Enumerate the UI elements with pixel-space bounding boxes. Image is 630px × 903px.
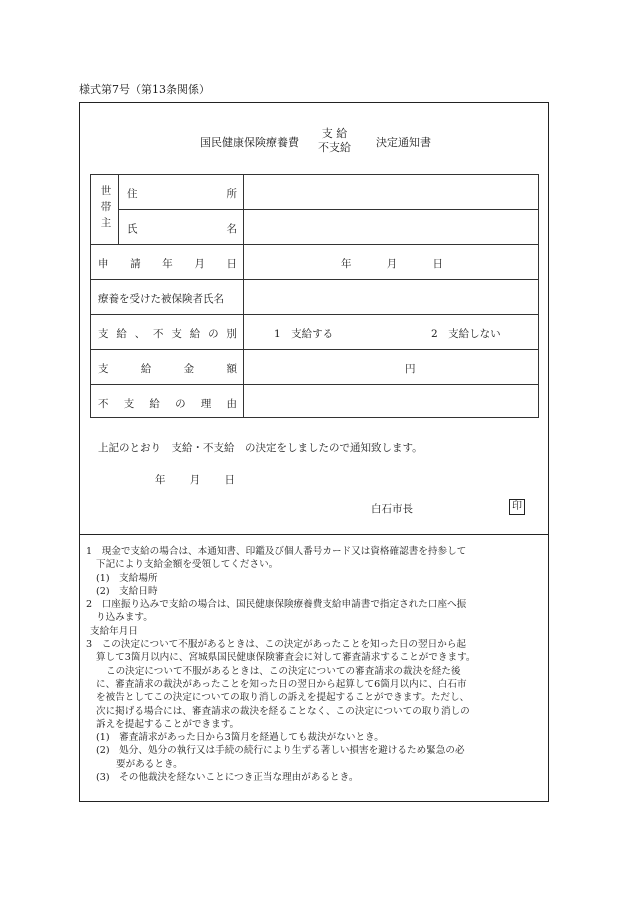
label-char: 支 <box>98 363 109 375</box>
note-line: 3 この決定について不服があるときは、この決定があったことを知った日の翌日から起 <box>86 639 466 651</box>
date-unit: 月 <box>386 258 398 270</box>
seal-stamp: 印 <box>509 499 525 515</box>
label-char: 金 <box>183 363 195 375</box>
label-char: 月 <box>194 258 205 270</box>
note-line: 訴えを提起することができます。 <box>96 718 240 730</box>
label-char: 年 <box>162 258 173 270</box>
title-option-pay: 支 給 <box>321 127 348 140</box>
address-field[interactable] <box>246 177 536 207</box>
payment-option-nonpay[interactable]: 2 支給しない <box>431 328 501 340</box>
note-line: に、審査請求の裁決があったことを知った日の翌日から起算して6箇月以内に、白石市 <box>96 678 467 690</box>
label-char: 理 <box>200 398 212 410</box>
document-title <box>200 127 460 157</box>
title-tail: 決定通知書 <box>376 136 431 149</box>
date-unit: 月 <box>189 474 201 486</box>
note-line: り込みます。 <box>96 612 153 624</box>
title-main: 国民健康保険療養費 <box>200 136 299 149</box>
name-label <box>127 221 237 236</box>
amount-label <box>98 361 237 376</box>
householder-char: 世 <box>100 185 112 197</box>
label-char: 給 <box>116 328 127 340</box>
row-line <box>91 279 539 280</box>
label-char: 不 <box>98 398 109 410</box>
label-char: 別 <box>226 328 237 340</box>
note-line: 1 現金で支給の場合は、本通知書、印鑑及び個人番号カード又は資格確認書を持参して <box>86 546 467 557</box>
label-char: 名 <box>226 223 237 235</box>
issuer-name: 白石市長 <box>371 503 413 515</box>
note-line: (3) その他裁決を経ないことにつき正当な理由があるとき。 <box>96 772 359 784</box>
label-char: 氏 <box>127 223 138 235</box>
label-char: 額 <box>226 363 237 375</box>
note-line: 要があるとき。 <box>116 758 183 770</box>
reason-field[interactable] <box>246 387 536 415</box>
label-char: 住 <box>127 188 138 200</box>
note-line: 支給年月日 <box>90 625 138 637</box>
row-line <box>91 384 539 385</box>
label-char: 給 <box>189 328 201 340</box>
application-date-field[interactable] <box>341 256 443 271</box>
row-line <box>91 349 539 350</box>
row-line <box>118 209 539 210</box>
label-char: 支 <box>171 328 182 340</box>
notice-date <box>155 472 235 487</box>
application-date-label <box>98 256 237 271</box>
row-line <box>91 244 539 245</box>
householder-header <box>99 183 113 231</box>
row-line <box>91 314 539 315</box>
householder-char: 主 <box>100 217 112 229</box>
note-line: (1) 支給場所 <box>96 572 158 584</box>
section-divider <box>79 534 549 535</box>
label-char: 支 <box>98 328 109 340</box>
note-line: を被告としてこの決定についての取り消しの訴えを提起することができます。ただし、 <box>96 692 470 704</box>
name-field[interactable] <box>246 212 536 242</box>
note-line: 次に掲げる場合には、審査請求の裁決を経ることなく、この決定についての取り消しの <box>96 705 470 717</box>
amount-unit[interactable]: 円 <box>405 363 416 375</box>
note-line: (2) 処分、処分の執行又は手続の続行により生ずる著しい損害を避けるため緊急の必 <box>96 745 465 757</box>
date-unit: 年 <box>155 474 166 486</box>
note-line: この決定について不服があるときは、この決定についての審査請求の裁決を経た後 <box>106 665 461 677</box>
label-char: 申 <box>98 258 109 270</box>
label-char: 不 <box>153 328 164 340</box>
title-options <box>318 127 351 155</box>
notice-text: 上記のとおり 支給・不支給 の決定をしましたので通知致します。 <box>98 442 423 454</box>
label-char: 支 <box>123 398 135 410</box>
title-option-nonpay: 不支給 <box>318 141 351 154</box>
payment-type-label <box>98 326 237 341</box>
form-number-label: 様式第7号（第13条関係） <box>79 83 210 96</box>
label-char: 日 <box>226 258 237 270</box>
label-char: 請 <box>130 258 141 270</box>
label-char: の <box>208 328 219 340</box>
info-table <box>90 174 539 418</box>
label-char: 給 <box>149 398 160 410</box>
date-unit: 日 <box>224 474 235 486</box>
label-char: 、 <box>134 328 146 340</box>
note-line: 下記により支給金額を受領してください。 <box>96 559 279 571</box>
label-char: 給 <box>140 363 152 375</box>
note-line: 2 口座振り込みで支給の場合は、国民健康保険療養費支給申請書で指定された口座へ振 <box>86 599 467 611</box>
note-line: 算して3箇月以内に、宮城県国民健康保険審査会に対して審査請求することができます。 <box>96 652 476 664</box>
label-char: 所 <box>226 188 237 200</box>
label-char: 由 <box>226 398 237 410</box>
date-unit: 日 <box>432 258 443 270</box>
col-line <box>118 175 119 244</box>
householder-char: 帯 <box>100 201 112 213</box>
reason-label <box>98 396 237 411</box>
label-char: の <box>175 398 186 410</box>
note-line: (1) 審査請求があった日から3箇月を経過しても裁決がないとき。 <box>96 732 384 744</box>
address-label <box>127 186 237 201</box>
patient-label: 療養を受けた被保険者氏名 <box>98 293 224 305</box>
col-line <box>243 175 244 418</box>
notes-section <box>86 545 544 784</box>
patient-field[interactable] <box>246 282 536 312</box>
payment-option-pay[interactable]: 1 支給する <box>274 328 334 340</box>
date-unit: 年 <box>341 258 352 270</box>
note-line: (2) 支給日時 <box>96 585 158 597</box>
